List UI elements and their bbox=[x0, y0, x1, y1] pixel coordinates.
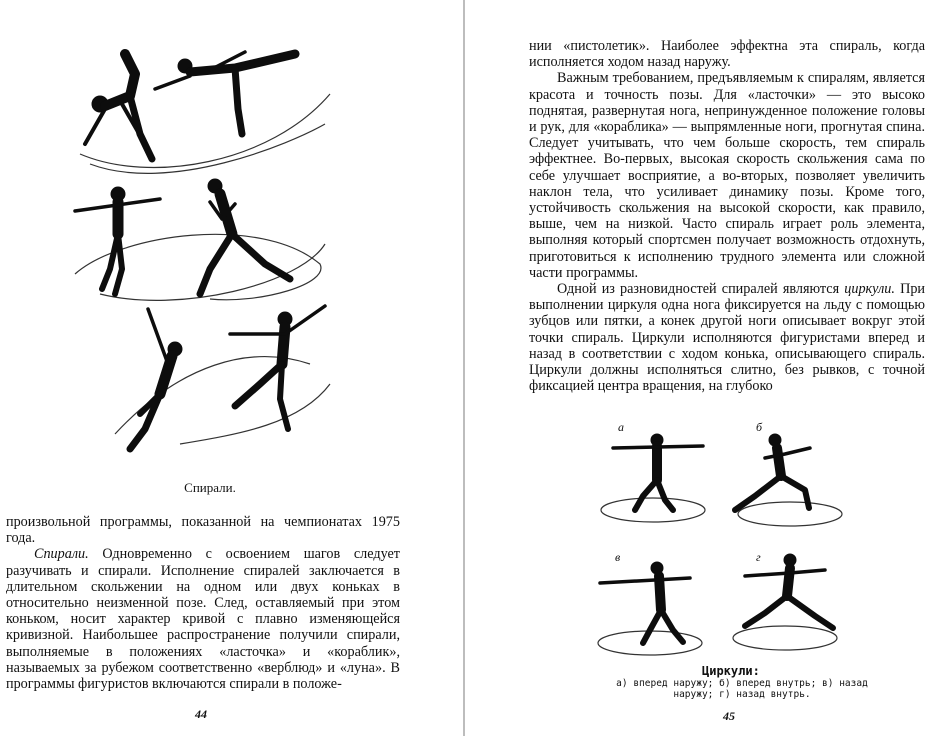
book-gutter bbox=[463, 0, 465, 736]
pivot-caption-line-2: наружу; г) назад внутрь. bbox=[673, 689, 811, 700]
figure-caption: Спирали. bbox=[184, 480, 236, 495]
figure-letter-b: б bbox=[756, 420, 763, 434]
paragraph-circles bbox=[529, 281, 925, 394]
skater-1 bbox=[85, 54, 152, 159]
left-page bbox=[0, 0, 458, 736]
pivot-caption-title: Циркули: bbox=[702, 664, 760, 678]
figure-letter-v: в bbox=[615, 550, 621, 564]
page-number-right: 45 bbox=[723, 709, 735, 723]
paragraph-circles-term: циркули. bbox=[844, 281, 895, 298]
page-number-left: 44 bbox=[195, 707, 207, 721]
paragraph-circles-start: Одной из разновидностей спиралей являются bbox=[557, 281, 845, 298]
skater-6 bbox=[230, 306, 325, 429]
left-body-text bbox=[6, 514, 400, 692]
right-body-text bbox=[529, 38, 925, 394]
figure-letter-a: а bbox=[618, 420, 624, 434]
paragraph-continuation: произвольной программы, показанной на чемпионатах 1975 года. bbox=[6, 514, 400, 547]
pivot-caption-line-1: а) вперед наружу; б) вперед внутрь; в) назад bbox=[616, 678, 868, 689]
right-page bbox=[470, 0, 928, 736]
pivot-skater-b bbox=[735, 434, 810, 510]
paragraph-requirements: Важным требованием, предъявляемым к спиралям, является красота и точность позы. Для «ласточки» — это высоко поднятая, развернутая нога, непринужденное положение головы и рук, для «кораблика» — выпрямленные ноги, прогнутая спина. Следует учитывать, что чем больше скорость, тем спираль эффектнее. Во-первых, высокая скорость скольжения сама по себе улучшает восприятие, а во-вторых, позволяет увеличить наклон тела, что усиливает динамику позы. Кроме того, устойчивость скольжения на высокой скорости, как правило, выше, чем на низкой. Часто спираль играет роль элемента, выполняя который спортсмен получает возможность отдохнуть, приготовиться к исполнению трудного элемента или сложной части программы. bbox=[529, 70, 925, 281]
figure-letter-g: г bbox=[756, 550, 761, 564]
skater-2 bbox=[155, 52, 295, 134]
skater-5 bbox=[130, 309, 182, 449]
pivot-illustration bbox=[595, 418, 855, 663]
skater-3 bbox=[75, 187, 160, 294]
spirals-illustration bbox=[60, 34, 350, 474]
paragraph-spirals-lead: Спирали. bbox=[34, 546, 89, 563]
pivot-skater-d bbox=[745, 554, 833, 628]
paragraph-top: нии «пистолетик». Наиболее эффектна эта спираль, когда исполняется ходом назад наружу. bbox=[529, 38, 925, 71]
paragraph-spirals bbox=[6, 546, 400, 692]
paragraph-circles-end: При выполнении циркуля одна нога фиксируется на льду с помощью зубцов или пятки, а конек другой ноги описывает вокруг этой точки спираль. Циркули исполняются фигуристами вперед и назад в соответствии с ходом конька, описывающего спираль. Циркули должны исполняться слитно, без рывков, с точной фиксацией центра вращения, на глубоко bbox=[529, 281, 926, 395]
paragraph-spirals-body: Одновременно с освоением шагов следует разучивать и спирали. Исполнение спиралей заключается в длительном скольжении на одном или двух коньках в относительно неизменной позе. След, оставляемый при этом коньком, носит характер кривой с плавно изменяющейся кривизной. Наибольшее распространение получили спирали, выполняемые в положениях «ласточка» и «кораблик», называемых за рубежом соответственно «верблюд» и «луна». В программы фигуристов включаются спирали в положе- bbox=[6, 546, 400, 693]
